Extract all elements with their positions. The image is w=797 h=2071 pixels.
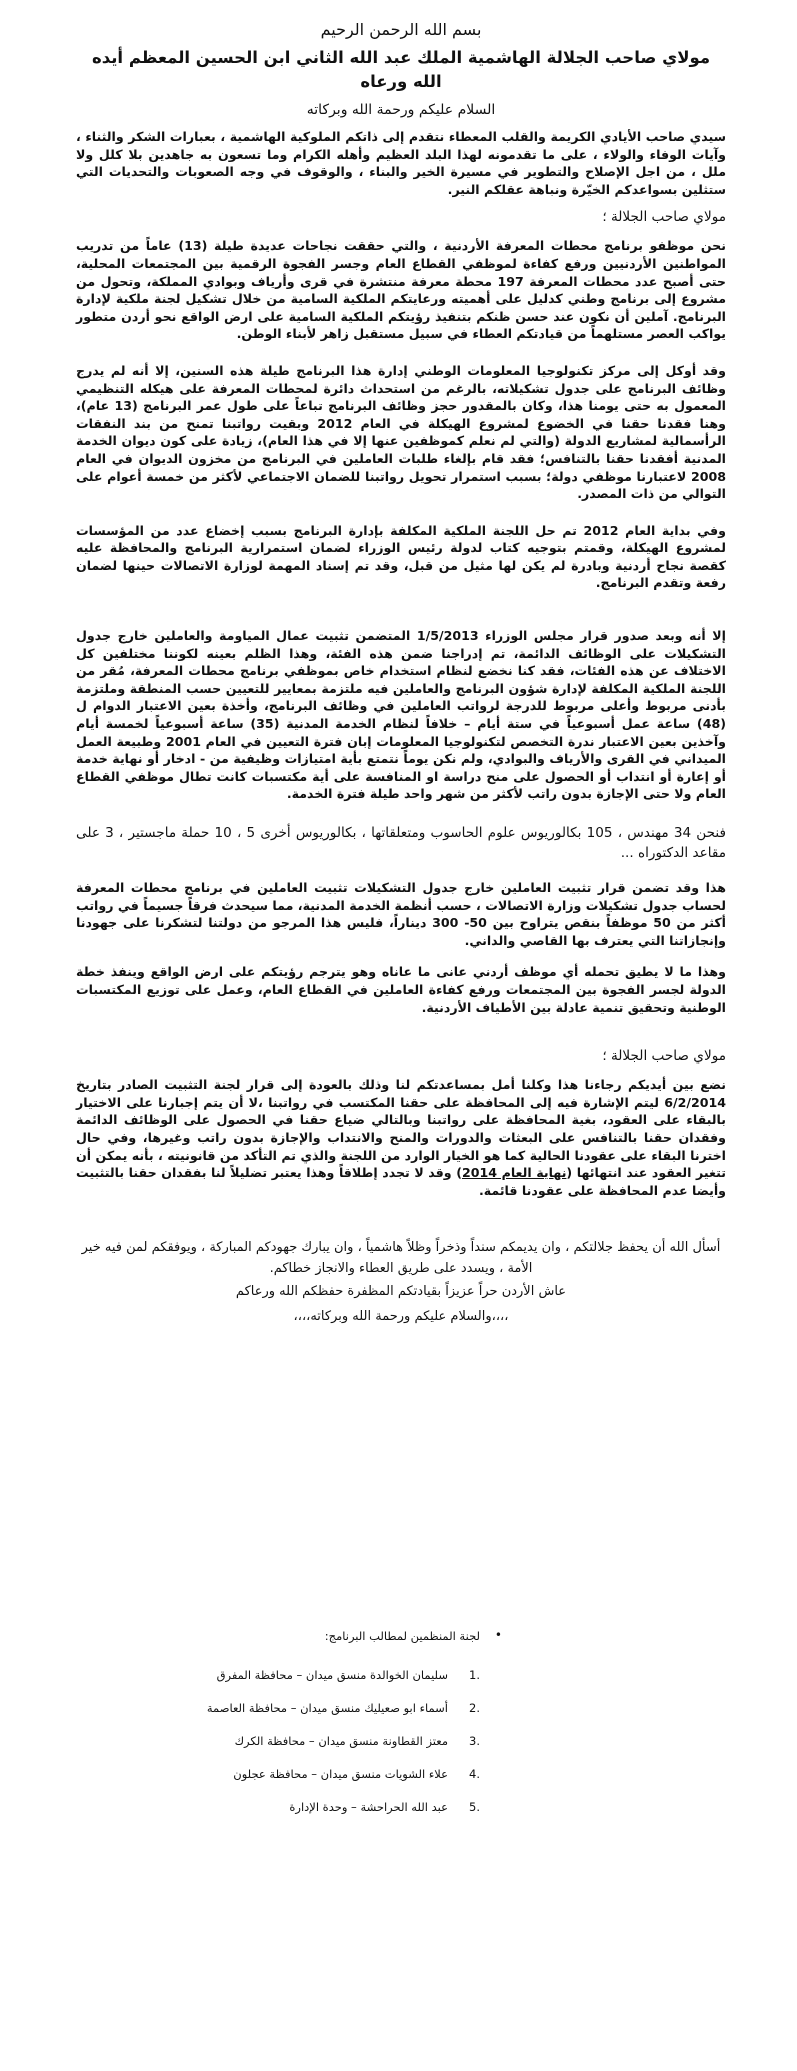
- paragraph-5: هذا وقد تضمن قرار تثبيت العاملين خارج جدول التشكيلات تثبيت العاملين في برنامج محطات المعرفة لحساب جدول تشكيلات وزارة الاتصالات ، حسب أنظمة الخدمة المدنية، مما سيحدث فرقاً جسيماً في رواتب أكثر من 50 موظفاً بنقص يتراوح بين 50- 300 ديناراً، فليس هذا المرجو من دولتنا لتشكرنا على جهودنا وإنجازاتنا التي يعترف بها القاصي والداني.: [76, 880, 726, 948]
- member-number: 5.: [469, 1799, 480, 1814]
- committee-member: [60, 1724, 480, 1757]
- committee-member: [60, 1691, 480, 1724]
- salaam-closing: ،،،،والسلام عليكم ورحمة الله وبركاته،،،،: [293, 1309, 509, 1325]
- paragraph-1: نحن موظفو برنامج محطات المعرفة الأردنية ، والتي حققت نجاحات عديدة طيلة (13) عاماً من تدريب المواطنين الأردنيين ورفع كفاءة لموظفي القطاع العام وجسر الفجوة الرقمية بين المجتمعات المحلية، حتى أصبح عدد محطات المعرفة 197 محطة معرفة منتشرة في قرى وأرياف وبوادي المملكة، وتحول من مشروع إلى برنامج وطني كدليل على أهميته ورعايتكم الملكية السامية من خلال تشكيل لجنة ملكية لإدارة البرنامج. آملين أن نكون عند حسن ظنكم بتنفيذ رؤيتكم الملكية السامية على ارض الواقع نحو أردن متطور يواكب العصر مستلهماً من قيادتكم العطاء في سبيل مستقبل زاهر لأبناء الوطن.: [76, 238, 726, 342]
- paragraph-4: إلا أنه وبعد صدور قرار مجلس الوزراء 1/5/2013 المتضمن تثبيت عمال المياومة والعاملين خارج جدول التشكيلات على الوظائف الدائمة، تم إدراجنا ضمن هذه الفئة، وهذا الظلم بعينه لكوننا مختلفين كل الاختلاف عن هذه الفئات، فقد كنا نخضع لنظام استخدام خاص بموظفي برنامج محطات المعرفة، مُقر من اللجنة الملكية المكلفة لإدارة شؤون البرنامج والعاملين فيه ملتزمة بمعايير للتعيين حسب المنطقة وملتزمة بأدنى مربوط وأعلى مربوط للدرجة لرواتب العاملين في وظائف البرنامج، وأخذة بعين الاعتبار الدوام ل (48) ساعة عمل أسبوعياً في ستة أيام – خلافاً لنظام الخدمة المدنية (35) ساعة أسبوعياً لخمسة أيام وآخذين بعين الاعتبار ندرة التخصص لتكنولوجيا المعلومات إبان فترة التعيين في العام 2001 وطبيعة العمل الميداني في القرى والأرياف والبوادي، ولم نكن يوماً نتمتع بأية امتيازات وظيفية من - ادخار أو نهاية خدمة أو إعارة أو انتداب أو الحصول على منح دراسة او المنافسة على أية مكتسبات كانت تطال موظفي القطاع العام ولا حتى الإجازة بدون راتب لأكثر من شهر واحد طيلة فترة الخدمة.: [76, 628, 727, 802]
- committee-title: لجنة المنظمين لمطالب البرنامج:: [324, 1629, 480, 1643]
- member-text: علاء الشويات منسق ميدان – محافظة عجلون: [233, 1766, 448, 1781]
- addressee: مولاي صاحب الجلالة الهاشمية الملك عبد الله الثاني ابن الحسين المعظم أيده الله ورعاه: [91, 48, 711, 91]
- member-text: سليمان الخوالدة منسق ميدان – محافظة المفرق: [216, 1667, 448, 1682]
- closing-prayer: أسأل الله أن يحفظ جلالتكم ، وان يديمكم سنداً وذخراً وظلاً هاشمياً ، وان يبارك جهودكم المباركة ، ويوفقكم لمن فيه خير الأمة ، ويسدد على طريق العطاء والانجاز خطاكم.: [81, 1240, 721, 1277]
- stats-paragraph: فنحن 34 مهندس ، 105 بكالوريوس علوم الحاسوب ومتعلقاتها ، بكالوريوس أخرى 5 ، 10 حملة ماجستير ، 3 على مقاعد الدكتوراه ...: [76, 825, 727, 861]
- paragraph-7-end: ) وقد لا تجدد إطلاقاً وهذا يعتبر تضليلاً لنا بفقدان حقنا بالتثبيت وأيضا عدم المحافظة على عقودنا قائمة.: [76, 1165, 726, 1198]
- intro-paragraph: سيدي صاحب الأيادي الكريمة والقلب المعطاء نتقدم إلى ذاتكم الملوكية الهاشمية ، بعبارات الشكر والثناء ، وآيات الوفاء والولاء ، على ما تقدمونه لهذا البلد العظيم وأهله الكرام وما تسعون به جاهدين بلا كلل ولا ملل ، من اجل الإصلاح والتطوير في مسيرة الخير والبناء ، والوقوف في وجه الصعوبات والتحديات التي ستثلين بسواعدكم الخيّرة ونباهة عقلكم النير.: [76, 129, 726, 197]
- salaam-opening: السلام عليكم ورحمة الله وبركاته: [306, 102, 496, 118]
- member-text: أسماء ابو صعيليك منسق ميدان – محافظة العاصمة: [206, 1700, 448, 1715]
- paragraph-6: وهذا ما لا يطيق تحمله أي موظف أردني عانى ما عاناه وهو يترجم رؤيتكم على ارض الواقع وينفذ خطة الدولة لجسر الفجوة بين المجتمعات ورفع كفاءة العاملين في القطاع العام، وعمل على توزيع المكتسبات الوطنية وتحقيق تنمية عادلة بين الأطياف الأردنية.: [76, 964, 726, 1015]
- maulai-heading-1: مولاي صاحب الجلالة ؛: [602, 209, 726, 226]
- committee-member: [60, 1790, 480, 1823]
- paragraph-2: وقد أوكل إلى مركز تكنولوجيا المعلومات الوطني إدارة هذا البرنامج طيلة هذه السنين، إلا أنه لم يدرج وظائف البرنامج على جدول تشكيلاته، بالرغم من استحداث دائرة لمحطات المعرفة على هيكله التنظيمي المعمول به حتى يومنا هذا، وكان بالمقدور حجز وظائف البرنامج تباعاً على طول عمر البرنامج (13 عام)، وهنا فقدنا حقنا في الخضوع لمشروع الهيكلة في العام 2012 وبقيت رواتبنا تمنح من بند النفقات الرأسمالية لمشاريع الدولة (والتي لم نعلم كموظفين عنها إلا في هذا العام)، زيادة على كون ديوان الخدمة المدنية أفقدنا حقنا بالتنافس؛ فقد قام بإلغاء طلبات العاملين في البرنامج من مخزون الديوان في العام 2008 لاعتبارنا موظفي دولة؛ بسبب استمرار تحويل رواتبنا للضمان الاجتماعي لأكثر من خمسة أعوام على التوالي من ذات المصدر.: [76, 362, 726, 502]
- member-number: 1.: [469, 1667, 480, 1682]
- member-number: 3.: [469, 1733, 480, 1748]
- paragraph-7-start: نضع بين أيديكم رجاءنا هذا وكلنا أمل بمساعدتكم لنا وذلك بالعودة إلى قرار لجنة التثبيت الصادر بتاريخ 6/2/2014 ليتم الإشارة فيه إلى المحافظة على حقنا المكتسب في رواتبنا ،لا أن يتم إجبارنا على الاختيار بالبقاء على العقود، بغية المحافظة على رواتبنا وبالتالي ضياع حقنا في الحصول على الوظائف الدائمة وفقدان حقنا بالتنافس على البعثات والدورات والمنح والانتداب والإجازة بدون راتب وغيرها، وفي حال اخترنا البقاء على عقودنا الحالية كما هو الخيار الوارد من اللجنة والذي تم التأكد من قانونيته ، بأنه يمكن أن تتغير العقود عند انتهائها (: [76, 1077, 726, 1181]
- closing-line: عاش الأردن حراً عزيزاً بقيادتكم المظفرة حفظكم الله ورعاكم: [235, 1284, 567, 1300]
- committee-member: [60, 1757, 480, 1790]
- bismillah: بسم الله الرحمن الرحيم: [320, 20, 482, 39]
- paragraph-7: [76, 1076, 726, 1199]
- member-text: عبد الله الحراحشة – وحدة الإدارة: [289, 1799, 448, 1814]
- maulai-heading-2: مولاي صاحب الجلالة ؛: [602, 1048, 726, 1065]
- organizing-committee: [60, 1628, 502, 1823]
- paragraph-3: وفي بداية العام 2012 تم حل اللجنة الملكية المكلفة بإدارة البرنامج بسبب إخضاع عدد من المؤسسات لمشروع الهيكلة، وقمتم بتوجيه كتاب لدولة رئيس الوزراء لضمان استمرارية البرنامج والمحافظة عليه كقصة نجاح أردنية وبادرة لم يكن لها مثيل من قبل، وقد تم إسناد المهمة لوزارة الاتصالات حينها لضمان رفعة وتقدم البرنامج.: [76, 522, 726, 591]
- contract-end-date: نهاية العام 2014: [461, 1165, 567, 1181]
- letter: [76, 6, 726, 1327]
- member-number: 2.: [469, 1700, 480, 1715]
- committee-list: [60, 1658, 480, 1823]
- bullet-icon: •: [494, 1628, 502, 1642]
- member-text: معتز القطاونة منسق ميدان – محافظة الكرك: [234, 1733, 448, 1748]
- committee-member: [60, 1658, 480, 1691]
- member-number: 4.: [469, 1766, 480, 1781]
